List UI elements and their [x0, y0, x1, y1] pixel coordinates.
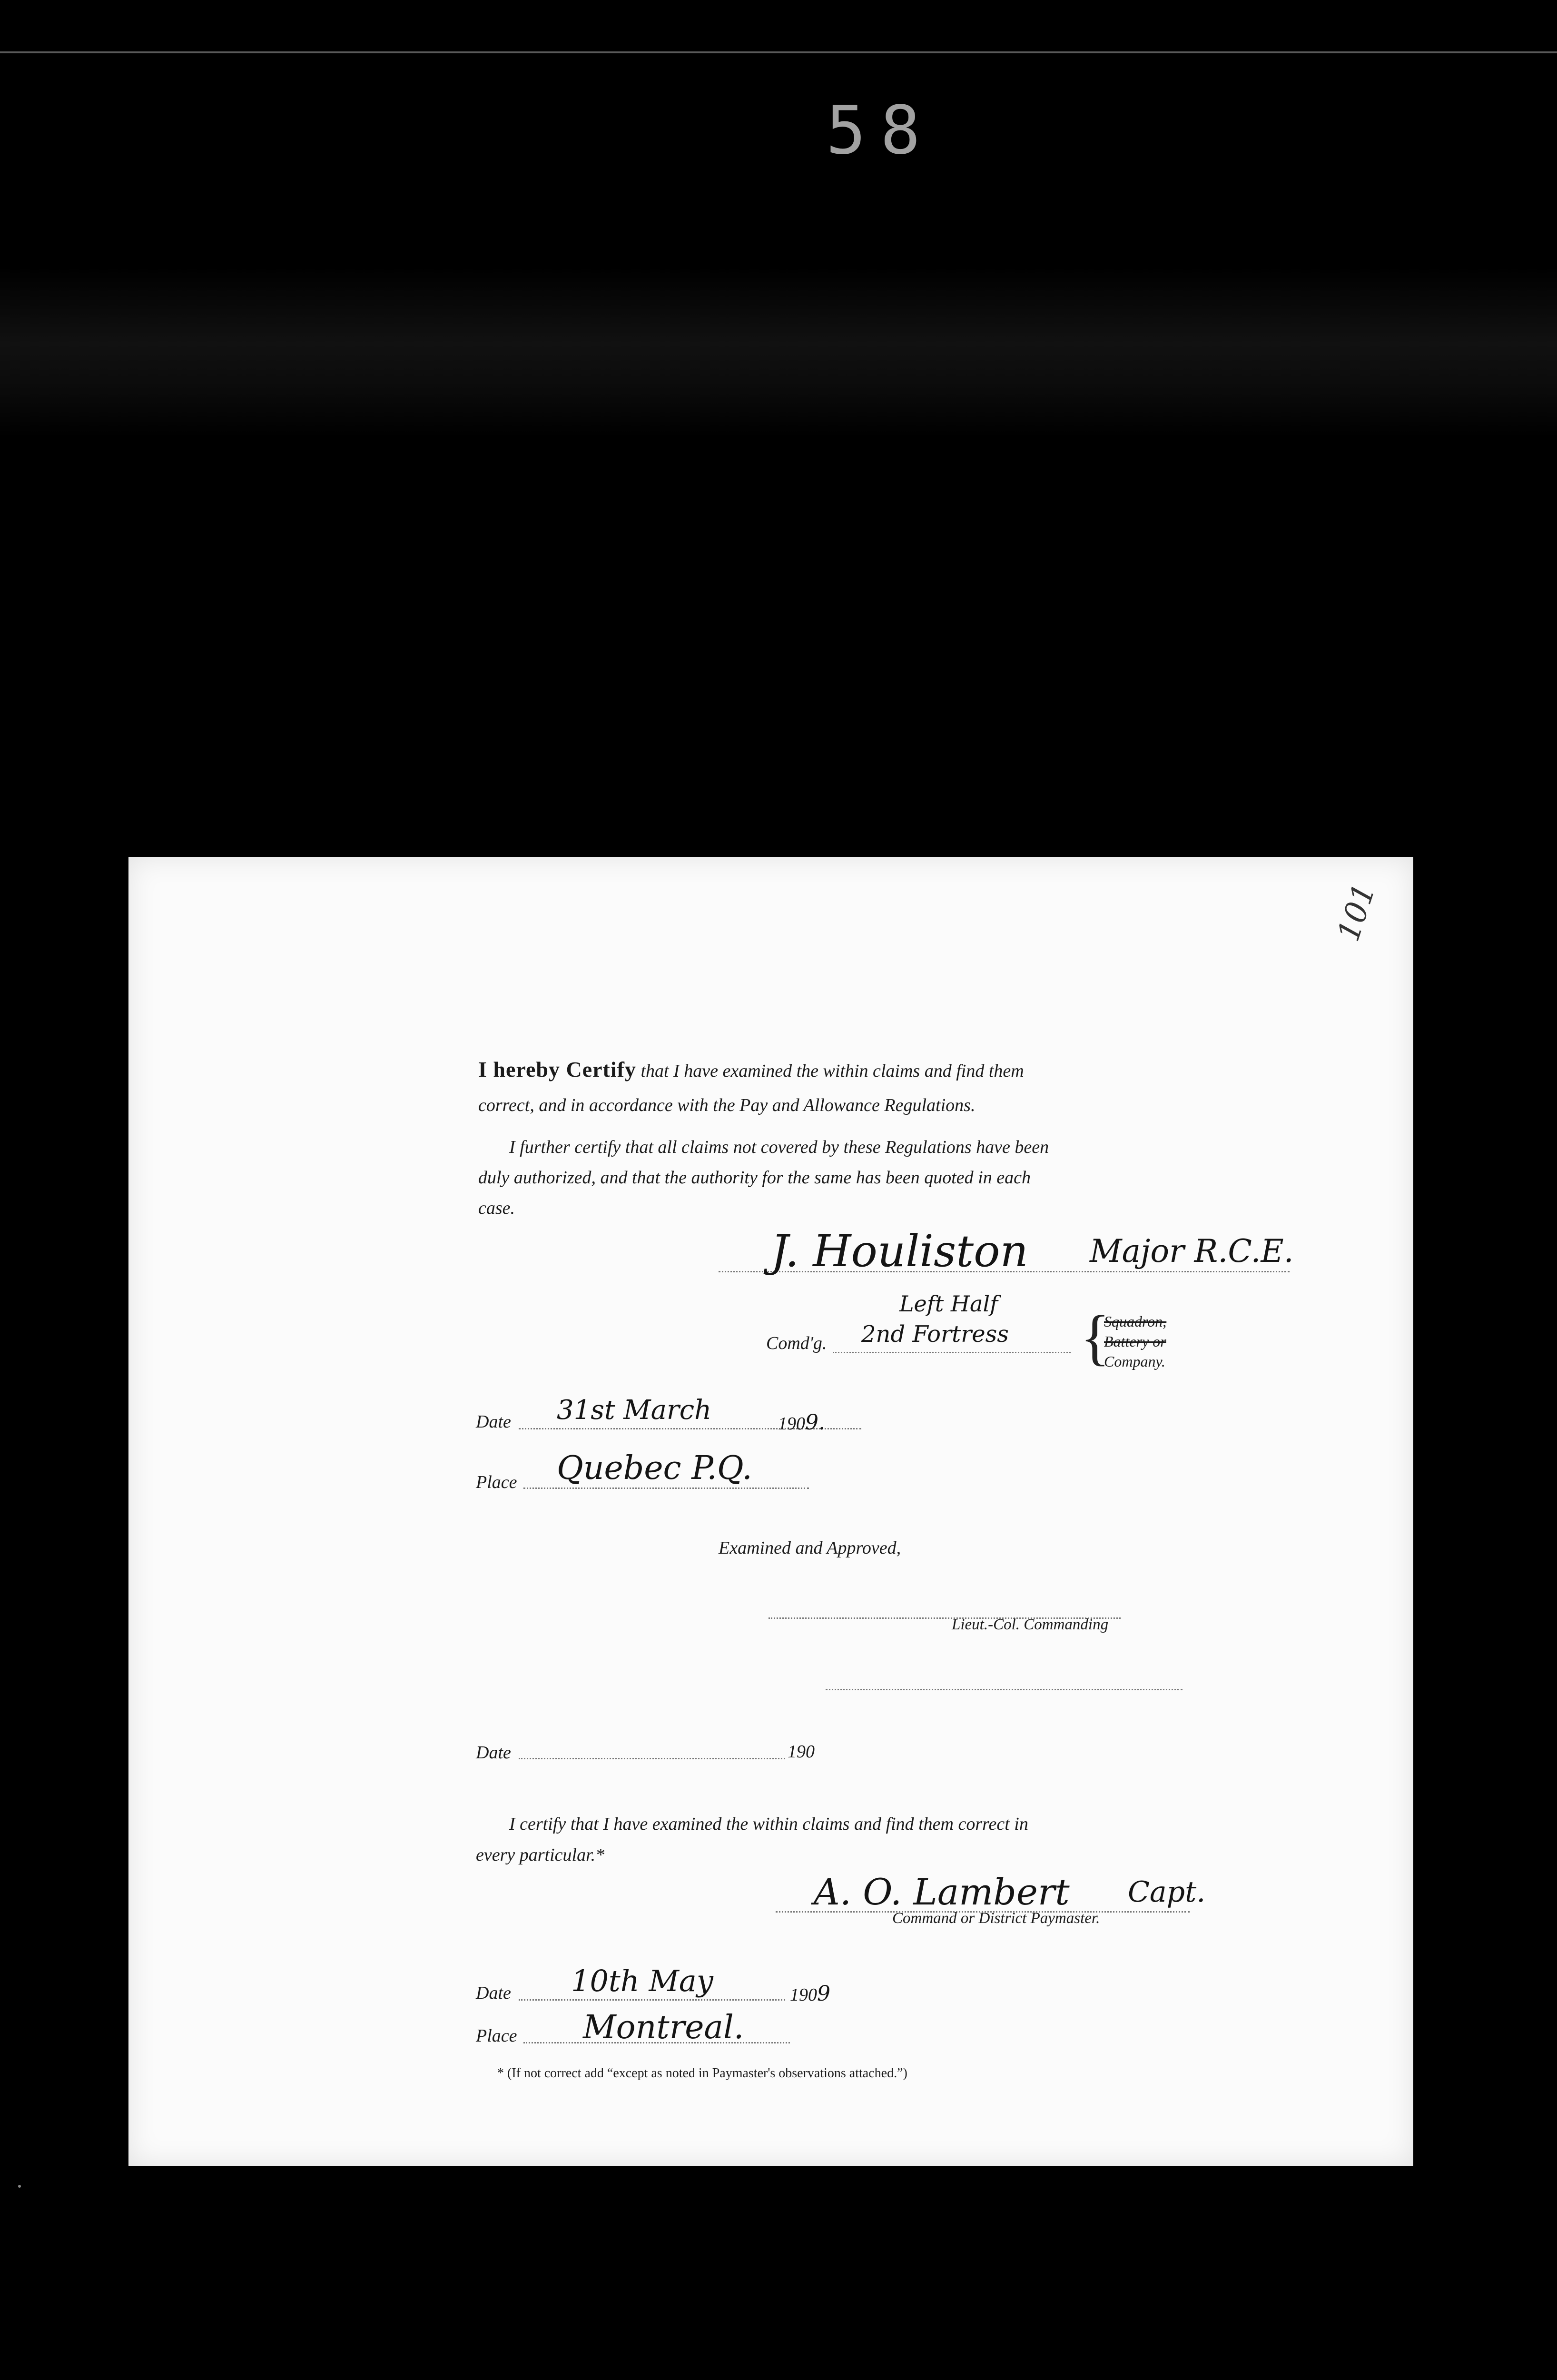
blank-line: [826, 1689, 1183, 1690]
place-1-handwriting: Quebec P.Q.: [557, 1449, 752, 1487]
folio-number: 101: [1331, 879, 1383, 946]
date-2-year: 190: [788, 1742, 815, 1762]
unit-squadron: Squadron,: [1104, 1313, 1167, 1330]
frame-number: 58: [826, 92, 935, 169]
date-1-year-prefix: 190: [778, 1414, 805, 1434]
date-1-year-handwriting: 9.: [805, 1410, 825, 1435]
place-line-1: [523, 1488, 809, 1489]
commanding-officer-rank: Major R.C.E.: [1090, 1233, 1294, 1269]
paymaster-label: Command or District Paymaster.: [892, 1910, 1100, 1927]
certificate-page: [128, 857, 1413, 2166]
paymaster-rank: Capt.: [1128, 1875, 1206, 1909]
date-line-3: [519, 1999, 785, 2001]
certify-text-line2: correct, and in accordance with the Pay and Allowance Regulations.: [478, 1095, 976, 1115]
unit-battery: Battery or: [1104, 1333, 1166, 1350]
commanding-officer-signature: J. Houliston: [771, 1226, 1028, 1277]
place-label-1: Place: [476, 1472, 517, 1492]
film-top-rule: [0, 51, 1557, 53]
unit-company: Company.: [1104, 1353, 1165, 1370]
date-label-2: Date: [476, 1743, 511, 1763]
unit-brace: {: [1080, 1303, 1110, 1372]
date-label-3: Date: [476, 1983, 511, 2003]
comdg-handwriting-line2: 2nd Fortress: [861, 1321, 1009, 1348]
certify-paragraph-line1: [478, 1057, 1024, 1082]
place-3-handwriting: Montreal.: [583, 2009, 744, 2046]
date-line-2: [519, 1758, 785, 1759]
film-scan-band: [0, 267, 1557, 438]
date-3-year: [790, 1982, 830, 2006]
comdg-handwriting-line1: Left Half: [899, 1291, 998, 1317]
certify-text-line1: that I have examined the within claims and find them: [641, 1061, 1024, 1081]
paymaster-certify-line1: I certify that I have examined the within claims and find them correct in: [509, 1814, 1028, 1834]
paymaster-certify-line2: every particular.*: [476, 1845, 605, 1865]
certify-heading: I hereby Certify: [478, 1057, 636, 1081]
film-speck: [18, 2185, 21, 2188]
further-certify-line3: case.: [478, 1198, 515, 1218]
lieut-col-commanding-label: Lieut.-Col. Commanding: [952, 1616, 1109, 1633]
date-label-1: Date: [476, 1412, 511, 1432]
footnote: * (If not correct add “except as noted in Paymaster's observations attached.”): [497, 2066, 907, 2081]
examined-approved: Examined and Approved,: [719, 1538, 901, 1558]
date-3-year-handwriting: 9: [817, 1982, 830, 2006]
further-certify-line1: I further certify that all claims not covered by these Regulations have been: [509, 1137, 1049, 1157]
comdg-line: [833, 1352, 1071, 1353]
date-1-year: [778, 1410, 825, 1435]
comdg-label: Comd'g.: [766, 1333, 827, 1353]
further-certify-line2: duly authorized, and that the authority for the same has been quoted in each: [478, 1168, 1031, 1188]
paymaster-signature: A. O. Lambert: [814, 1871, 1070, 1913]
date-3-handwriting: 10th May: [571, 1964, 713, 1998]
place-label-3: Place: [476, 2026, 517, 2046]
date-1-handwriting: 31st March: [557, 1395, 712, 1426]
date-3-year-prefix: 190: [790, 1985, 817, 2005]
